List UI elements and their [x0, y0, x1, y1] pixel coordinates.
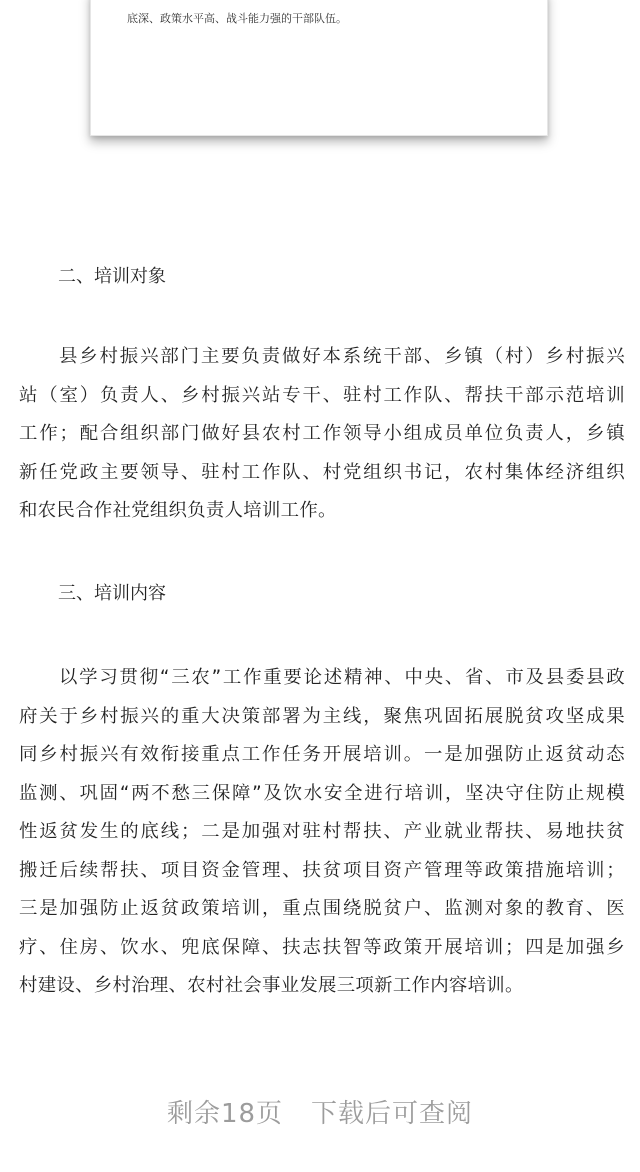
- paragraph-line: 新任党政主要领导、驻村工作队、村党组织书记，农村集体经济组织: [19, 461, 625, 483]
- paragraph-line: 三是加强防止返贫政策培训，重点围绕脱贫户、监测对象的教育、医: [19, 898, 625, 919]
- paragraph-training-content: [19, 659, 625, 1006]
- paragraph-line: 监测、巩固“两不愁三保障”及饮水安全进行培训，坚决守住防止规模: [19, 782, 625, 804]
- paragraph-training-targets: [19, 338, 625, 531]
- paragraph-line: 搬迁后续帮扶、项目资金管理、扶贫项目资产管理等政策措施培训；: [19, 859, 625, 881]
- paragraph-line: 站（室）负责人、乡村振兴站专干、驻村工作队、帮扶干部示范培训: [19, 384, 625, 406]
- paragraph-line: 同乡村振兴有效衔接重点工作任务开展培训。一是加强防止返贫动态: [19, 744, 625, 765]
- remaining-pages-bar[interactable]: [0, 1086, 640, 1136]
- section-heading-training-targets: 二、培训对象: [58, 266, 166, 287]
- paragraph-line: 疗、住房、饮水、兜底保障、扶志扶智等政策开展培训；四是加强乡: [19, 936, 625, 958]
- paragraph-line: 和农民合作社党组织负责人培训工作。: [19, 500, 337, 521]
- page-preview-card: [90, 0, 548, 136]
- paragraph-line: 工作；配合组织部门做好县农村工作领导小组成员单位负责人，乡镇: [19, 423, 625, 444]
- paragraph-line: 性返贫发生的底线；二是加强对驻村帮扶、产业就业帮扶、易地扶贫: [19, 821, 625, 842]
- remaining-pages-label: 剩余18页: [166, 1098, 284, 1129]
- section-heading-training-content: 三、培训内容: [58, 583, 166, 604]
- download-to-read-link[interactable]: 下载后可查阅: [311, 1098, 474, 1129]
- paragraph-line: 府关于乡村振兴的重大决策部署为主线，聚焦巩固拓展脱贫攻坚成果: [19, 705, 625, 727]
- paragraph-line: 县乡村振兴部门主要负责做好本系统干部、乡镇（村）乡村振兴: [59, 346, 625, 367]
- paragraph-line: 以学习贯彻“三农”工作重要论述精神、中央、省、市及县委县政: [59, 667, 625, 688]
- paragraph-line: 村建设、乡村治理、农村社会事业发展三项新工作内容培训。: [19, 975, 524, 996]
- preview-text: 底深、政策水平高、战斗能力强的干部队伍。: [127, 12, 347, 25]
